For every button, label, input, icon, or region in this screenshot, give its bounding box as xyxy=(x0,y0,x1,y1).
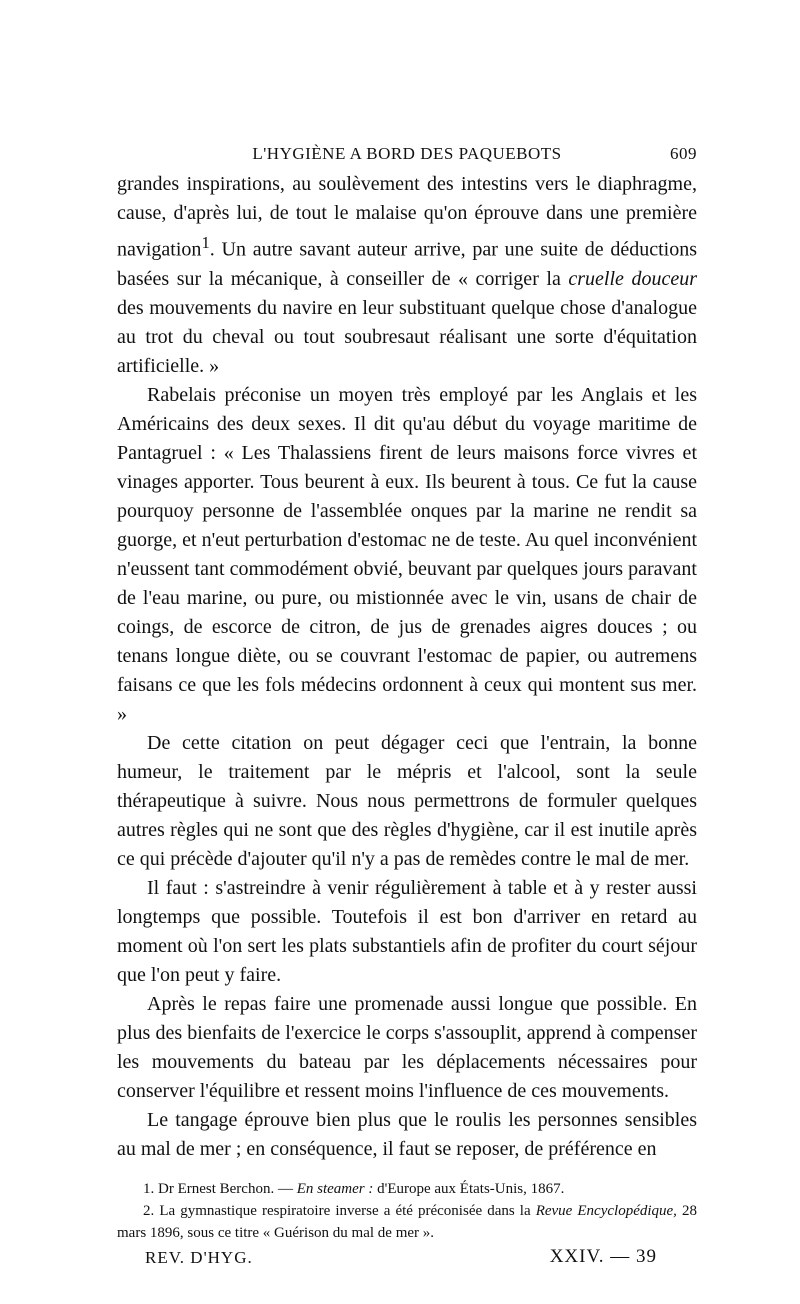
footnote-1-part-b: d'Europe aux États-Unis, 1867. xyxy=(373,1180,565,1197)
paragraph-2: Rabelais préconise un moyen très employé par les Anglais et les Américains des deux sexes. Il dit qu'au début du voyage maritime de Pantagruel : « Les Thalassiens firent de leurs maisons force vivres et vinages apporter. Tous beurent à eux. Ils beurent à tous. Ce fut la cause pourquoy personne de l'assemblée onques par la marine ne rendit sa guorge, et n'eut perturbation d'estomac ne de teste. Au quel inconvénient n'eussent tant commodément obvié, beuvant par quelques jours paravant de l'eau marine, ou pure, ou mistionnée avec le vin, usans de chair de coings, de escorce de citron, de jus de grenades aigres douces ; ou tenans longue diète, ou se couvrant l'estomac de papier, ou autremens faisans ce que les fols médecins ordonnent à ceux qui montent sus mer. » xyxy=(117,383,697,725)
footnote-1-part-a: 1. Dr Ernest Berchon. — xyxy=(143,1180,297,1197)
running-head xyxy=(117,140,697,170)
paragraph-1-part-b: . Un autre savant auteur arrive, par une suite de déductions basées sur la mécanique, à conseiller de « corriger la xyxy=(117,238,697,290)
paragraph-1-part-c: des mouvements du navire en leur substituant quelque chose d'analogue au trot du cheval ou tout soubresaut réalisant une sorte d'équitation artificielle. » xyxy=(117,296,697,377)
running-title: L'HYGIÈNE A BORD DES PAQUEBOTS xyxy=(252,144,562,163)
signature-line xyxy=(117,1246,697,1276)
body-text xyxy=(117,170,697,1164)
footnote-2-part-b: 28 mars 1896, sous ce titre « Guérison du mal de mer ». xyxy=(117,1202,698,1241)
paragraph-3: De cette citation on peut dégager ceci que l'entrain, la bonne humeur, le traitement par le mépris et l'alcool, sont la seule thérapeutique à suivre. Nous nous permettrons de formuler quelques autres règles qui ne sont que des règles d'hygiène, car il est inutile après ce qui précède d'ajouter qu'il n'y a pas de remèdes contre le mal de mer. xyxy=(117,731,697,870)
footnote-2 xyxy=(117,1200,697,1244)
journal-signature: REV. D'HYG. xyxy=(145,1247,253,1267)
paragraph-4: Il faut : s'astreindre à venir régulièrement à table et à y rester aussi longtemps que possible. Toutefois il est bon d'arriver en retard au moment où l'on sert les plats substantiels afin de profiter du court séjour que l'on peut y faire. xyxy=(117,876,697,986)
footnote-1 xyxy=(117,1178,697,1200)
paragraph-1-italic: cruelle douceur xyxy=(568,267,697,290)
footnote-2-italic: Revue Encyclopédique, xyxy=(535,1202,677,1219)
footnote-ref-1: 1 xyxy=(201,233,210,252)
paragraph-5: Après le repas faire une promenade aussi longue que possible. En plus des bienfaits de l'exercice le corps s'assouplit, apprend à compenser les mouvements du bateau par les déplacements nécessaires pour conserver l'équilibre et ressent moins l'influence de ces mouvements. xyxy=(117,992,697,1102)
paragraph-1 xyxy=(117,170,697,381)
footnote-1-italic: En steamer : xyxy=(296,1180,374,1197)
footnote-2-part-a: 2. La gymnastique respiratoire inverse a été préconisée dans la xyxy=(143,1202,536,1219)
page-number: 609 xyxy=(670,144,697,163)
volume-signature: XXIV. — 39 xyxy=(549,1245,657,1267)
paragraph-6: Le tangage éprouve bien plus que le roulis les personnes sensibles au mal de mer ; en conséquence, il faut se reposer, de préférence en xyxy=(117,1108,697,1160)
book-page xyxy=(117,140,697,1276)
paragraph-1-part-a: grandes inspirations, au soulèvement des intestins vers le diaphragme, cause, d'après lui, de tout le malaise qu'on éprouve dans une première navigation xyxy=(117,173,697,261)
footnotes xyxy=(117,1178,697,1244)
